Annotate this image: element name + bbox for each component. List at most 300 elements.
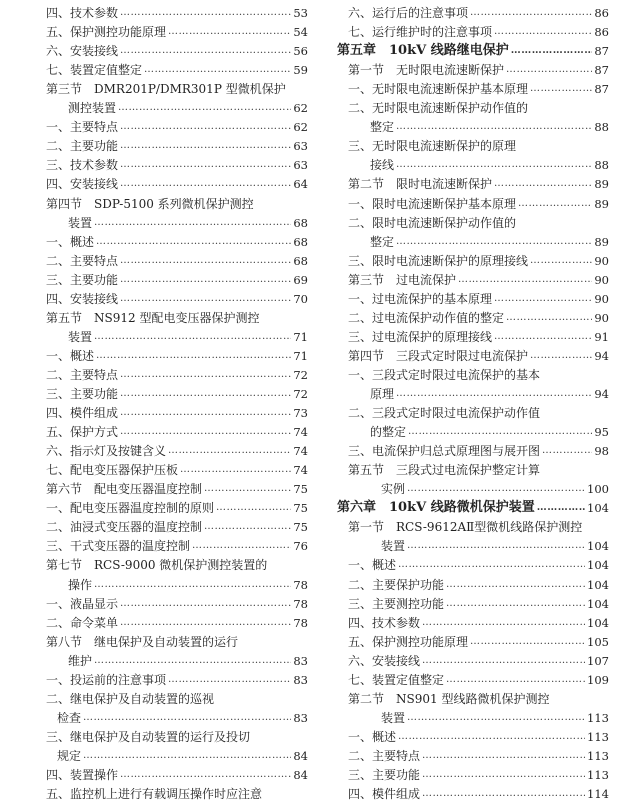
toc-entry-title: 一、概述 xyxy=(348,729,397,744)
toc-leader-dots xyxy=(94,216,291,230)
toc-page-number: 71 xyxy=(293,329,308,344)
toc-entry xyxy=(46,552,308,572)
toc-leader-dots xyxy=(83,711,291,725)
toc-leader-dots xyxy=(494,330,592,344)
toc-entry xyxy=(46,133,308,153)
toc-entry xyxy=(337,324,609,344)
toc-entry xyxy=(46,591,308,611)
toc-entry-title: 六、运行后的注意事项 xyxy=(348,6,469,20)
toc-entry-title: 三、电流保护归总式原理图与展开图 xyxy=(348,444,541,459)
toc-leader-dots xyxy=(446,673,585,687)
toc-page-number: 94 xyxy=(594,387,609,401)
toc-page-number: 105 xyxy=(587,634,609,649)
toc-entry-title: 三、无时限电流速断保护的原理 xyxy=(348,139,517,154)
toc-page-number: 70 xyxy=(293,291,308,306)
toc-page-number: 113 xyxy=(587,748,609,763)
toc-entry-title: 实例 xyxy=(381,482,406,497)
toc-entry-title: 七、运行维护时的注意事项 xyxy=(348,25,493,40)
toc-entry-title: 七、配电变压器保护压板 xyxy=(46,463,179,478)
toc-entry-title: 二、三段式定时限过电流保护动作值 xyxy=(348,406,541,421)
toc-entry-title: 规定 xyxy=(57,748,82,763)
toc-leader-dots xyxy=(396,120,592,134)
toc-entry xyxy=(337,191,609,211)
toc-entry-title: 二、命令菜单 xyxy=(46,615,119,630)
toc-page-number: 86 xyxy=(594,25,609,40)
toc-entry-title: 第一节 RCS-9612AⅡ型微机线路保护测控 xyxy=(348,520,583,535)
toc-entry xyxy=(337,610,609,630)
toc-entry xyxy=(337,724,609,744)
toc-entry xyxy=(337,267,609,287)
toc-leader-dots xyxy=(506,63,592,77)
toc-entry xyxy=(337,514,609,534)
toc-entry xyxy=(337,76,609,96)
toc-leader-dots xyxy=(120,6,291,20)
toc-page-number: 87 xyxy=(594,63,609,78)
toc-entry-title: 四、技术参数 xyxy=(46,6,119,20)
toc-leader-dots xyxy=(94,654,291,668)
toc-entry xyxy=(337,591,609,611)
toc-chapter xyxy=(337,38,609,58)
toc-page-number: 90 xyxy=(594,253,609,268)
toc-page-number: 74 xyxy=(293,444,308,459)
toc-leader-dots xyxy=(530,82,592,96)
toc-entry-title: 一、概述 xyxy=(46,348,95,363)
toc-page-number: 90 xyxy=(594,291,609,306)
toc-entry-title: 第五章 10kV 线路继电保护 xyxy=(337,43,509,59)
toc-entry-title: 四、装置操作 xyxy=(46,768,119,782)
toc-leader-dots xyxy=(542,444,592,458)
toc-leader-dots xyxy=(120,44,291,58)
toc-entry xyxy=(337,171,609,191)
toc-entry xyxy=(337,362,609,382)
toc-entry xyxy=(46,724,308,744)
toc-leader-dots xyxy=(494,177,592,191)
toc-page-number: 87 xyxy=(594,44,609,59)
toc-entry-title: 一、投运前的注意事项 xyxy=(46,672,167,687)
toc-entry-title: 二、无时限电流速断保护动作值的 xyxy=(348,101,529,116)
toc-entry-title: 四、技术参数 xyxy=(348,615,421,630)
toc-entry xyxy=(337,152,609,172)
toc-page-number: 59 xyxy=(293,63,308,78)
toc-page-number: 63 xyxy=(293,139,308,154)
toc-entry-title: 装置 xyxy=(381,539,406,554)
toc-entry-title: 第五节 三段式过电流保护整定计算 xyxy=(348,463,541,478)
toc-leader-dots xyxy=(168,25,291,39)
toc-entry-title: 二、主要保护功能 xyxy=(348,577,445,592)
toc-page-number: 78 xyxy=(293,596,308,611)
toc-page-number: 90 xyxy=(594,272,609,287)
toc-entry xyxy=(337,781,609,801)
toc-page-number: 84 xyxy=(293,748,308,763)
toc-page-number: 78 xyxy=(293,615,308,630)
toc-leader-dots xyxy=(396,387,592,401)
toc-page-number: 89 xyxy=(594,234,609,249)
toc-leader-dots xyxy=(94,578,291,592)
toc-entry xyxy=(46,381,308,401)
toc-leader-dots xyxy=(422,787,585,801)
toc-entry-title: 一、液晶显示 xyxy=(46,596,119,611)
toc-page-number: 62 xyxy=(293,120,308,135)
toc-leader-dots xyxy=(396,158,592,172)
toc-entry xyxy=(46,762,308,782)
toc-leader-dots xyxy=(408,425,592,439)
toc-page-number: 72 xyxy=(293,387,308,401)
toc-entry-title: 三、限时电流速断保护的原理接线 xyxy=(348,253,529,268)
toc-entry-title: 第三节 DMR201P/DMR301P 型微机保护 xyxy=(46,82,286,97)
toc-page-number: 107 xyxy=(587,653,609,668)
toc-entry-title: 二、继电保护及自动装置的巡视 xyxy=(46,691,215,706)
toc-leader-dots xyxy=(96,349,291,363)
toc-leader-dots xyxy=(422,749,585,763)
toc-leader-dots xyxy=(506,311,592,325)
toc-entry xyxy=(337,133,609,153)
toc-entry xyxy=(46,57,308,77)
toc-page-number: 76 xyxy=(293,539,308,554)
toc-entry-title: 五、保护测控功能原理 xyxy=(348,634,469,649)
toc-entry-title: 接线 xyxy=(370,158,395,173)
toc-entry-title: 一、限时电流速断保护基本原理 xyxy=(348,196,517,211)
toc-entry-title: 第六节 配电变压器温度控制 xyxy=(46,482,203,497)
toc-entry xyxy=(46,610,308,630)
toc-page-number: 73 xyxy=(293,406,308,421)
toc-entry xyxy=(46,38,308,58)
toc-leader-dots xyxy=(204,520,291,534)
toc-leader-dots xyxy=(407,539,585,553)
toc-page-number: 72 xyxy=(293,367,308,382)
toc-entry-title: 一、无时限电流速断保护基本原理 xyxy=(348,82,529,97)
toc-entry xyxy=(46,267,308,287)
toc-page-number: 104 xyxy=(587,615,609,630)
toc-entry-title: 第六章 10kV 线路微机保护装置 xyxy=(337,500,535,516)
toc-entry xyxy=(46,476,308,496)
toc-entry xyxy=(337,343,609,363)
toc-leader-dots xyxy=(96,235,291,249)
toc-entry-title: 一、主要特点 xyxy=(46,120,119,135)
toc-entry-title: 七、装置定值整定 xyxy=(46,63,143,78)
toc-leader-dots xyxy=(422,616,585,630)
toc-entry-title: 测控装置 xyxy=(68,101,117,116)
toc-entry-title: 四、安装接线 xyxy=(46,177,119,192)
toc-entry xyxy=(337,419,609,439)
toc-entry xyxy=(337,229,609,249)
toc-entry-title: 三、技术参数 xyxy=(46,158,119,173)
toc-entry xyxy=(337,305,609,325)
toc-page-number: 64 xyxy=(293,177,308,192)
toc-entry-title: 整定 xyxy=(370,120,395,135)
toc-entry-title: 第四节 SDP-5100 系列微机保护测控 xyxy=(46,196,254,211)
toc-page-number: 75 xyxy=(293,482,308,497)
toc-entry xyxy=(337,762,609,782)
toc-entry xyxy=(46,686,308,706)
toc-entry xyxy=(337,210,609,230)
toc-leader-dots xyxy=(422,654,585,668)
toc-page-number: 69 xyxy=(293,272,308,287)
toc-entry xyxy=(337,533,609,553)
toc-page-number: 62 xyxy=(293,101,308,116)
toc-leader-dots xyxy=(530,254,592,268)
toc-entry xyxy=(337,114,609,134)
toc-entry-title: 七、装置定值整定 xyxy=(348,672,445,687)
toc-entry-title: 装置 xyxy=(68,215,93,230)
toc-entry xyxy=(337,19,609,39)
toc-leader-dots xyxy=(458,273,592,287)
toc-entry xyxy=(337,57,609,77)
toc-page-number: 88 xyxy=(594,120,609,135)
toc-leader-dots xyxy=(120,158,291,172)
toc-page-number: 89 xyxy=(594,196,609,211)
toc-chapter xyxy=(337,495,609,515)
toc-page-number: 74 xyxy=(293,425,308,440)
toc-entry-title: 三、主要功能 xyxy=(46,272,119,287)
toc-page-number: 89 xyxy=(594,177,609,192)
toc-entry xyxy=(46,305,308,325)
toc-entry xyxy=(46,495,308,515)
toc-entry-title: 五、保护方式 xyxy=(46,425,119,440)
toc-entry xyxy=(337,438,609,458)
toc-entry-title: 二、限时电流速断保护动作值的 xyxy=(348,215,517,230)
toc-entry-title: 整定 xyxy=(370,234,395,249)
toc-leader-dots xyxy=(407,711,585,725)
toc-leader-dots xyxy=(168,673,291,687)
toc-entry-title: 二、主要功能 xyxy=(46,139,119,154)
toc-entry xyxy=(337,667,609,687)
toc-page-number: 53 xyxy=(293,6,308,20)
toc-entry-title: 二、主要特点 xyxy=(46,367,119,382)
toc-entry xyxy=(337,705,609,725)
toc-entry xyxy=(337,400,609,420)
toc-entry-title: 维护 xyxy=(68,653,93,668)
toc-entry-title: 第二节 限时电流速断保护 xyxy=(348,177,493,192)
toc-entry xyxy=(46,0,308,20)
toc-entry xyxy=(337,552,609,572)
toc-leader-dots xyxy=(407,482,585,496)
toc-leader-dots xyxy=(192,539,291,553)
toc-page-number: 56 xyxy=(293,44,308,59)
toc-page-number: 84 xyxy=(293,768,308,782)
toc-page-number: 104 xyxy=(587,558,609,573)
toc-leader-dots xyxy=(118,101,291,115)
toc-page-number: 75 xyxy=(293,501,308,516)
toc-page-number: 68 xyxy=(293,215,308,230)
toc-entry-title: 一、三段式定时限过电流保护的基本 xyxy=(348,367,541,382)
toc-page-number: 109 xyxy=(587,672,609,687)
toc-entry xyxy=(46,743,308,763)
toc-entry xyxy=(46,419,308,439)
toc-page-number: 74 xyxy=(293,463,308,478)
toc-page-number: 113 xyxy=(587,768,609,782)
toc-leader-dots xyxy=(396,235,592,249)
toc-page-number: 94 xyxy=(594,348,609,363)
toc-leader-dots xyxy=(120,292,291,306)
toc-leader-dots xyxy=(94,330,291,344)
toc-entry-title: 第三节 过电流保护 xyxy=(348,272,457,287)
toc-entry-title: 的整定 xyxy=(370,425,407,440)
toc-entry-title: 检查 xyxy=(57,710,82,725)
toc-entry xyxy=(46,648,308,668)
toc-leader-dots xyxy=(120,139,291,153)
toc-entry xyxy=(337,648,609,668)
toc-leader-dots xyxy=(470,6,592,20)
toc-entry-title: 三、主要测控功能 xyxy=(348,596,445,611)
toc-entry xyxy=(337,572,609,592)
toc-entry-title: 六、安装接线 xyxy=(348,653,421,668)
toc-entry-title: 第八节 继电保护及自动装置的运行 xyxy=(46,634,239,649)
toc-leader-dots xyxy=(180,463,291,477)
toc-entry xyxy=(46,705,308,725)
toc-page-number: 83 xyxy=(293,710,308,725)
toc-page-number: 91 xyxy=(594,329,609,344)
toc-entry-title: 三、主要功能 xyxy=(46,387,119,401)
toc-entry xyxy=(46,114,308,134)
toc-entry-title: 三、继电保护及自动装置的运行及投切 xyxy=(46,729,251,744)
toc-entry xyxy=(46,362,308,382)
toc-leader-dots xyxy=(518,197,592,211)
toc-entry xyxy=(46,152,308,172)
toc-entry-title: 五、保护测控功能原理 xyxy=(46,25,167,40)
toc-entry xyxy=(46,514,308,534)
toc-leader-dots xyxy=(120,425,291,439)
toc-entry xyxy=(46,229,308,249)
toc-leader-dots xyxy=(120,120,291,134)
toc-entry xyxy=(337,476,609,496)
toc-entry-title: 操作 xyxy=(68,577,93,592)
toc-leader-dots xyxy=(120,273,291,287)
toc-entry-title: 第七节 RCS-9000 微机保护测控装置的 xyxy=(46,558,268,573)
toc-entry-title: 二、过电流保护动作值的整定 xyxy=(348,310,505,325)
toc-leader-dots xyxy=(120,768,291,782)
toc-entry-title: 第五节 NS912 型配电变压器保护测控 xyxy=(46,310,260,325)
toc-leader-dots xyxy=(398,730,585,744)
toc-entry-title: 一、过电流保护的基本原理 xyxy=(348,291,493,306)
toc-page-number: 104 xyxy=(587,577,609,592)
toc-entry xyxy=(337,248,609,268)
toc-entry-title: 装置 xyxy=(68,329,93,344)
toc-page-number: 104 xyxy=(587,596,609,611)
toc-page-number: 114 xyxy=(587,787,609,802)
toc-page-number: 68 xyxy=(293,253,308,268)
toc-leader-dots xyxy=(470,635,585,649)
toc-entry xyxy=(46,95,308,115)
toc-entry-title: 四、模件组成 xyxy=(46,406,119,421)
toc-leader-dots xyxy=(398,558,585,572)
toc-entry xyxy=(337,629,609,649)
toc-leader-dots xyxy=(144,63,291,77)
toc-page-number: 71 xyxy=(293,348,308,363)
toc-leader-dots xyxy=(120,177,291,191)
toc-page-number: 98 xyxy=(594,444,609,459)
toc-entry-title: 三、过电流保护的原理接线 xyxy=(348,329,493,344)
toc-leader-dots xyxy=(120,616,291,630)
toc-leader-dots xyxy=(120,597,291,611)
toc-page-number: 104 xyxy=(587,501,609,516)
toc-entry xyxy=(337,457,609,477)
toc-page-number: 75 xyxy=(293,520,308,535)
toc-entry xyxy=(46,19,308,39)
toc-page-number: 90 xyxy=(594,310,609,325)
toc-leader-dots xyxy=(530,349,592,363)
toc-page-number: 87 xyxy=(594,82,609,97)
toc-leader-dots xyxy=(494,25,592,39)
toc-entry-title: 二、油浸式变压器的温度控制 xyxy=(46,520,203,535)
toc-entry xyxy=(337,95,609,115)
toc-entry-title: 一、概述 xyxy=(46,234,95,249)
toc-leader-dots xyxy=(511,44,593,58)
toc-leader-dots xyxy=(446,578,585,592)
toc-entry-title: 第一节 无时限电流速断保护 xyxy=(348,63,505,78)
toc-entry xyxy=(46,457,308,477)
toc-entry xyxy=(46,667,308,687)
toc-entry-title: 六、安装接线 xyxy=(46,44,119,59)
toc-entry xyxy=(46,781,308,801)
toc-entry xyxy=(46,324,308,344)
toc-leader-dots xyxy=(120,368,291,382)
toc-page-number: 83 xyxy=(293,672,308,687)
toc-page-number: 100 xyxy=(587,482,609,497)
toc-page-number: 78 xyxy=(293,577,308,592)
toc-page-number: 83 xyxy=(293,653,308,668)
toc-entry-title: 三、干式变压器的温度控制 xyxy=(46,539,191,554)
toc-entry-title: 四、模件组成 xyxy=(348,787,421,802)
toc-leader-dots xyxy=(120,406,291,420)
toc-entry-title: 二、主要特点 xyxy=(46,253,119,268)
toc-leader-dots xyxy=(494,292,592,306)
toc-page-number: 54 xyxy=(293,25,308,40)
toc-page-number: 95 xyxy=(594,425,609,440)
toc-leader-dots xyxy=(422,768,585,782)
toc-entry-title: 四、安装接线 xyxy=(46,291,119,306)
toc-entry-title: 五、监控机上进行有载调压操作时应注意 xyxy=(46,787,263,802)
toc-leader-dots xyxy=(83,749,291,763)
toc-leader-dots xyxy=(168,444,291,458)
toc-entry xyxy=(337,686,609,706)
toc-leader-dots xyxy=(216,501,291,515)
toc-entry-title: 二、主要特点 xyxy=(348,748,421,763)
toc-entry xyxy=(46,629,308,649)
toc-entry-title: 六、指示灯及按键含义 xyxy=(46,444,167,459)
toc-entry xyxy=(337,286,609,306)
toc-entry-title: 装置 xyxy=(381,710,406,725)
toc-entry xyxy=(337,381,609,401)
toc-entry xyxy=(46,438,308,458)
toc-leader-dots xyxy=(446,597,585,611)
toc-entry-title: 一、概述 xyxy=(348,558,397,573)
toc-entry xyxy=(46,248,308,268)
toc-page-number: 63 xyxy=(293,158,308,173)
toc-entry xyxy=(46,572,308,592)
toc-entry xyxy=(337,743,609,763)
toc-leader-dots xyxy=(204,482,291,496)
toc-entry xyxy=(337,0,609,20)
toc-entry-title: 三、主要功能 xyxy=(348,768,421,782)
toc-entry xyxy=(46,76,308,96)
toc-entry xyxy=(46,400,308,420)
toc-entry-title: 一、配电变压器温度控制的原则 xyxy=(46,501,215,516)
toc-entry-title: 原理 xyxy=(370,387,395,401)
toc-entry xyxy=(46,286,308,306)
toc-entry-title: 第二节 NS901 型线路微机保护测控 xyxy=(348,691,550,706)
toc-page-number: 113 xyxy=(587,729,609,744)
toc-entry xyxy=(46,210,308,230)
toc-page-number: 86 xyxy=(594,6,609,20)
toc-entry xyxy=(46,191,308,211)
toc-leader-dots xyxy=(120,254,291,268)
toc-leader-dots xyxy=(537,501,585,515)
toc-leader-dots xyxy=(120,387,291,401)
toc-entry xyxy=(46,343,308,363)
toc-page-number: 68 xyxy=(293,234,308,249)
toc-entry xyxy=(46,533,308,553)
toc-page-number: 88 xyxy=(594,158,609,173)
